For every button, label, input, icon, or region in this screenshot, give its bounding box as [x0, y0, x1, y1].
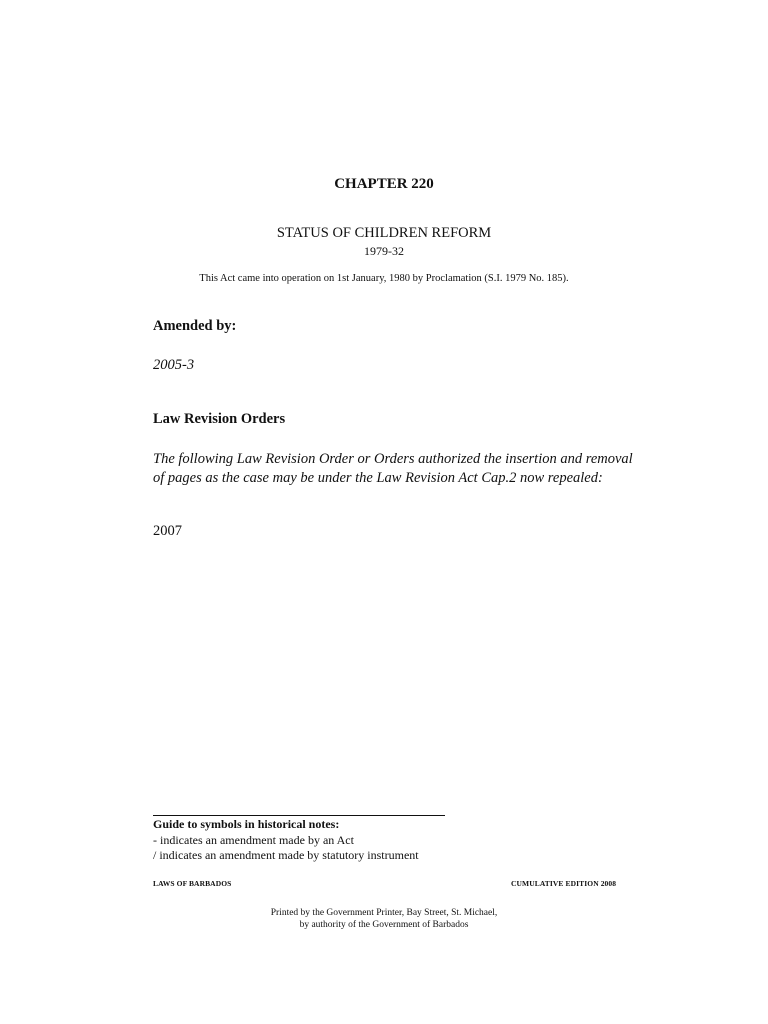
footer-cumulative-edition: CUMULATIVE EDITION 2008: [511, 879, 617, 888]
law-revision-orders-heading: Law Revision Orders: [153, 411, 286, 427]
act-title: STATUS OF CHILDREN REFORM: [276, 225, 492, 241]
symbol-guide-heading: Guide to symbols in historical notes:: [153, 817, 340, 831]
chapter-heading: CHAPTER 220: [334, 176, 434, 192]
commencement-note: This Act came into operation on 1st January, 1980 by Proclamation (S.I. 1979 No. 185).: [199, 273, 569, 284]
law-revision-orders-description: The following Law Revision Order or Orders authorized the insertion and removal of pages as the case may be under the Law Revision Act Cap.2 now repealed:: [153, 451, 633, 486]
footer-laws-of-barbados: LAWS OF BARBADOS: [153, 879, 232, 888]
printer-credit-line-2: by authority of the Government of Barbados: [299, 920, 469, 930]
amendment-act-item: 2005-3: [153, 357, 195, 373]
printer-credit-line-1: Printed by the Government Printer, Bay Street, St. Michael,: [270, 908, 498, 918]
law-revision-order-year: 2007: [153, 523, 182, 539]
symbol-guide-item-act: - indicates an amendment made by an Act: [153, 833, 354, 847]
footnote-divider: [153, 815, 445, 816]
amended-by-heading: Amended by:: [153, 318, 237, 334]
act-number: 1979-32: [364, 244, 404, 258]
symbol-guide-item-statutory-instrument: / indicates an amendment made by statutory instrument: [153, 848, 419, 862]
